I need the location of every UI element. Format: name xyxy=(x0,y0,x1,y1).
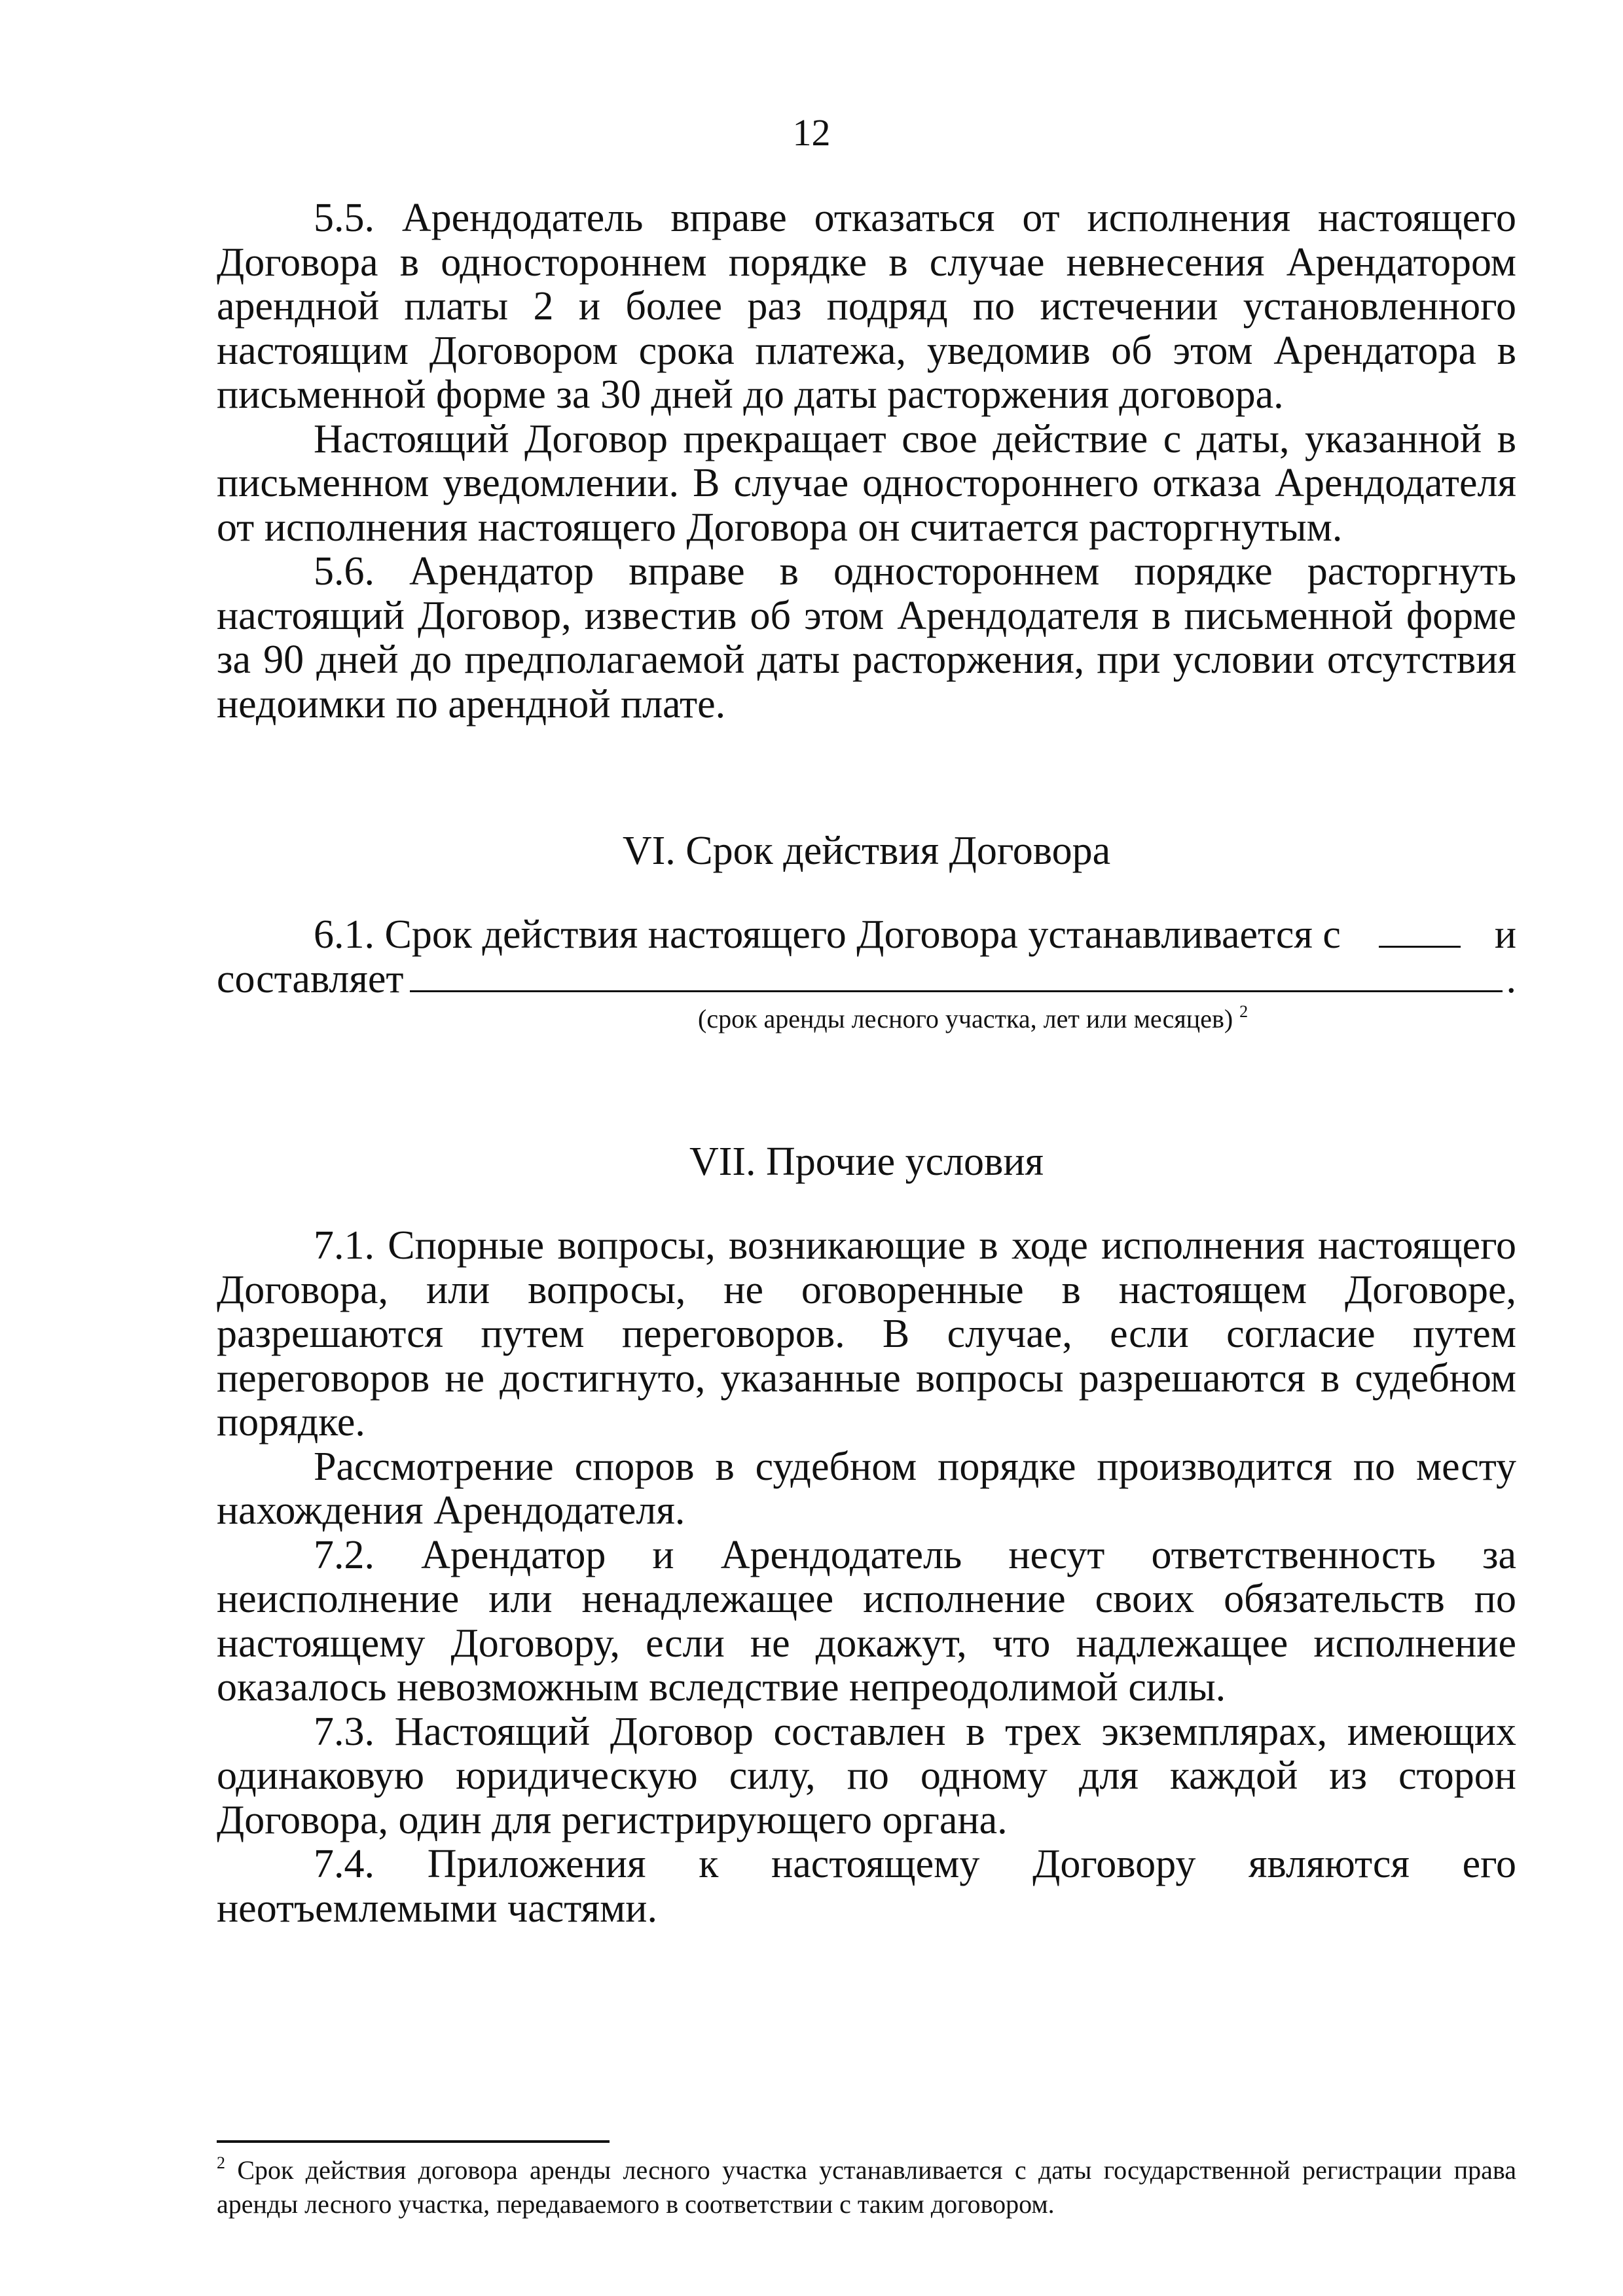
page-number: 12 xyxy=(792,111,831,154)
clause-6-1-line-1 xyxy=(217,913,1516,958)
section-6-heading: VI. Срок действия Договора xyxy=(622,829,1111,873)
footnote-text: Срок действия договора аренды лесного участка устанавливается с даты государственной регистрации права аренды лесного участка, передаваемого в соответствии с таким договором. xyxy=(217,2155,1516,2219)
paragraph-7-1: 7.1. Спорные вопросы, возникающие в ходе исполнения настоящего Договора, или вопросы, не оговоренные в настоящем Договоре, разрешаются путем переговоров. В случае, если согласие путем переговоров не достигнуто, указанные вопросы разрешаются в судебном порядке. xyxy=(217,1223,1516,1444)
paragraph-7-4: 7.4. Приложения к настоящему Договору являются его неотъемлемыми частями. xyxy=(217,1842,1516,1931)
lease-term-caption-text: (срок аренды лесного участка, лет или месяцев) xyxy=(698,1004,1233,1033)
clause-6-1-amount-label: составляет xyxy=(217,956,404,1001)
document-body xyxy=(217,196,1516,1931)
clause-6-1-and: и xyxy=(1494,912,1516,957)
lease-term-blank[interactable] xyxy=(410,990,1502,992)
paragraph-7-2: 7.2. Арендатор и Арендодатель несут ответственность за неисполнение или ненадлежащее исполнение своих обязательств по настоящему Договору, если не докажут, что надлежащее исполнение оказалось невозможным вследствие непреодолимой силы. xyxy=(217,1532,1516,1710)
footnote-ref: 2 xyxy=(1239,1002,1249,1021)
section-7-heading: VII. Прочие условия xyxy=(689,1139,1044,1184)
clause-6-1-period: . xyxy=(1506,956,1516,1001)
paragraph-5-6: 5.6. Арендатор вправе в одностороннем порядке расторгнуть настоящий Договор, известив об этом Арендодателя в письменной форме за 90 дней до предполагаемой даты расторжения, при условии отсутствия недоимки по арендной плате. xyxy=(217,549,1516,726)
lease-term-caption xyxy=(698,1003,1516,1035)
paragraph-5-5: 5.5. Арендодатель вправе отказаться от исполнения настоящего Договора в одностороннем порядке в случае невнесения Арендатором арендной платы 2 и более раз подряд по истечении установленного настоящим Договором срока платежа, уведомив об этом Арендатора в письменной форме за 30 дней до даты расторжения договора. xyxy=(217,196,1516,417)
paragraph-7-3: 7.3. Настоящий Договор составлен в трех экземплярах, имеющих одинаковую юридическую силу, по одному для каждой из сторон Договора, один для регистрирующего органа. xyxy=(217,1709,1516,1842)
clause-6-1-text: 6.1. Срок действия настоящего Договора устанавливается с xyxy=(314,912,1341,957)
clause-6-1-line-2 xyxy=(217,958,1516,1002)
start-date-blank[interactable] xyxy=(1379,945,1461,948)
footnote-marker: 2 xyxy=(217,2153,225,2172)
paragraph-termination-effect: Настоящий Договор прекращает свое действие с даты, указанной в письменном уведомлении. В случае одностороннего отказа Арендодателя от исполнения настоящего Договора он считается расторгнутым. xyxy=(217,416,1516,550)
paragraph-disputes-venue: Рассмотрение споров в судебном порядке производится по месту нахождения Арендодателя. xyxy=(217,1444,1516,1533)
footnote xyxy=(217,2153,1516,2221)
footnote-divider xyxy=(217,2140,610,2143)
